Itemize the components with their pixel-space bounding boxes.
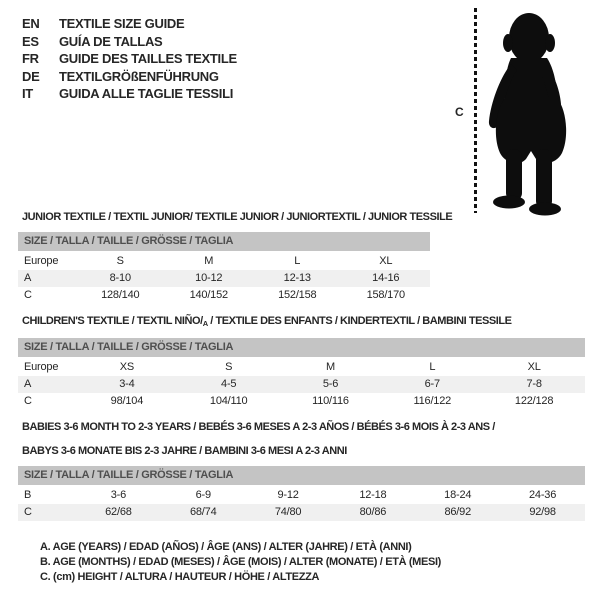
table-row <box>18 393 585 410</box>
table-cell: 68/74 <box>189 506 217 518</box>
table-cell: 4-5 <box>221 378 237 390</box>
row-label: A <box>24 272 32 284</box>
table-cell: 98/104 <box>110 395 144 407</box>
table-cell: M <box>326 361 335 373</box>
guide-title-es: GUÍA DE TALLAS <box>59 33 163 49</box>
size-header-bar: SIZE / TALLA / TAILLE / GRÖSSE / TAGLIA <box>18 232 430 251</box>
table-cell: 128/140 <box>101 289 140 301</box>
junior-size-table <box>18 232 430 304</box>
language-code: ES <box>22 33 39 49</box>
table-cell: 10-12 <box>195 272 223 284</box>
size-header-bar: SIZE / TALLA / TAILLE / GRÖSSE / TAGLIA <box>18 338 585 357</box>
table-cell: 62/68 <box>105 506 132 518</box>
row-label: A <box>24 378 32 390</box>
row-label: C <box>24 395 32 407</box>
junior-table-title: JUNIOR TEXTILE / TEXTIL JUNIOR/ TEXTILE JUNIOR / JUNIORTEXTIL / JUNIOR TESSILE <box>22 211 453 223</box>
baby-figure <box>455 8 590 215</box>
guide-title-fr: GUIDE DES TAILLES TEXTILE <box>59 51 237 66</box>
table-cell: XS <box>119 361 135 373</box>
title-part: / TEXTILE DES ENFANTS / KINDERTEXTIL / BAMBINI TESSILE <box>207 315 512 327</box>
tables-area <box>0 211 600 585</box>
table-cell: 24-36 <box>529 489 557 501</box>
table-cell: 116/122 <box>413 395 452 407</box>
junior-section <box>18 211 585 304</box>
table-cell: 7-8 <box>526 378 542 390</box>
guide-title-de: TEXTILGRÖßENFÜHRUNG <box>59 68 219 84</box>
title-subscript: A <box>202 319 208 328</box>
table-cell: 92/98 <box>529 506 556 518</box>
children-table-title <box>22 315 585 330</box>
language-code: EN <box>22 16 40 31</box>
table-cell: M <box>204 255 214 267</box>
language-code: IT <box>22 86 33 101</box>
table-cell: 104/110 <box>209 395 248 407</box>
table-row <box>18 376 585 393</box>
guide-title-it: GUIDA ALLE TAGLIE TESSILI <box>59 86 234 101</box>
table-cell: 6-7 <box>424 378 440 390</box>
table-row <box>18 504 585 521</box>
table-cell: 8-10 <box>109 272 131 284</box>
note-height-cm: C. (cm) HEIGHT / ALTURA / HAUTEUR / HÖHE / ALTEZZA <box>40 571 320 583</box>
title-part: CHILDREN'S TEXTILE / TEXTIL NIÑO/ <box>22 315 203 327</box>
table-cell: 18-24 <box>444 489 472 501</box>
babies-size-table <box>18 466 585 521</box>
table-cell: 86/92 <box>444 506 471 518</box>
babies-section <box>18 421 585 521</box>
table-cell: L <box>294 255 301 267</box>
children-size-table <box>18 338 585 410</box>
language-code: FR <box>22 51 39 66</box>
footnotes <box>40 540 585 585</box>
size-header-bar: SIZE / TALLA / TAILLE / GRÖSSE / TAGLIA <box>18 466 585 485</box>
table-cell: L <box>429 361 436 373</box>
row-label: C <box>24 506 32 518</box>
table-cell: S <box>116 255 124 267</box>
table-cell: 9-12 <box>277 489 299 501</box>
table-cell: 12-13 <box>283 272 311 284</box>
table-cell: S <box>225 361 233 373</box>
table-cell: 3-4 <box>119 378 135 390</box>
baby-silhouette-icon <box>483 6 588 216</box>
table-row <box>18 287 430 304</box>
babies-table-title-line2: BABYS 3-6 MONATE BIS 2-3 JAHRE / BAMBINI 3-6 MESI A 2-3 ANNI <box>22 445 347 457</box>
table-cell: 110/116 <box>312 395 349 407</box>
table-cell: 158/170 <box>366 289 405 301</box>
table-row <box>18 253 430 270</box>
table-cell: 3-6 <box>110 489 127 501</box>
table-cell: 140/152 <box>189 289 228 301</box>
children-section <box>18 315 585 410</box>
table-cell: XL <box>379 255 393 267</box>
language-code: DE <box>22 68 40 84</box>
note-age-years: A. AGE (YEARS) / EDAD (AÑOS) / ÂGE (ANS) / ALTER (JAHRE) / ETÀ (ANNI) <box>40 541 412 553</box>
table-cell: 6-9 <box>195 489 211 501</box>
babies-table-title-line1: BABIES 3-6 MONTH TO 2-3 YEARS / BEBÉS 3-6 MESES A 2-3 AÑOS / BÉBÉS 3-6 MOIS À 2-3 ANS / <box>22 421 495 433</box>
table-cell: 152/158 <box>278 289 317 301</box>
table-cell: 14-16 <box>372 272 400 284</box>
note-age-months: B. AGE (MONTHS) / EDAD (MESES) / ÂGE (MOIS) / ALTER (MONATE) / ETÀ (MESI) <box>40 556 441 568</box>
guide-header <box>0 0 600 206</box>
table-cell: 122/128 <box>514 395 554 407</box>
guide-title-en: TEXTILE SIZE GUIDE <box>59 16 185 31</box>
table-cell: 12-18 <box>359 489 387 501</box>
table-cell: XL <box>527 361 541 373</box>
row-label: Europe <box>24 255 59 267</box>
row-label: Europe <box>24 361 59 373</box>
table-cell: 5-6 <box>322 378 339 390</box>
table-row <box>18 359 585 376</box>
table-cell: 74/80 <box>274 506 302 518</box>
height-label-c: C <box>455 105 464 119</box>
table-row <box>18 487 585 504</box>
height-measure-dashed-line <box>474 8 477 213</box>
table-cell: 80/86 <box>359 506 387 518</box>
row-label: C <box>24 289 32 301</box>
row-label: B <box>24 489 32 501</box>
table-row <box>18 270 430 287</box>
